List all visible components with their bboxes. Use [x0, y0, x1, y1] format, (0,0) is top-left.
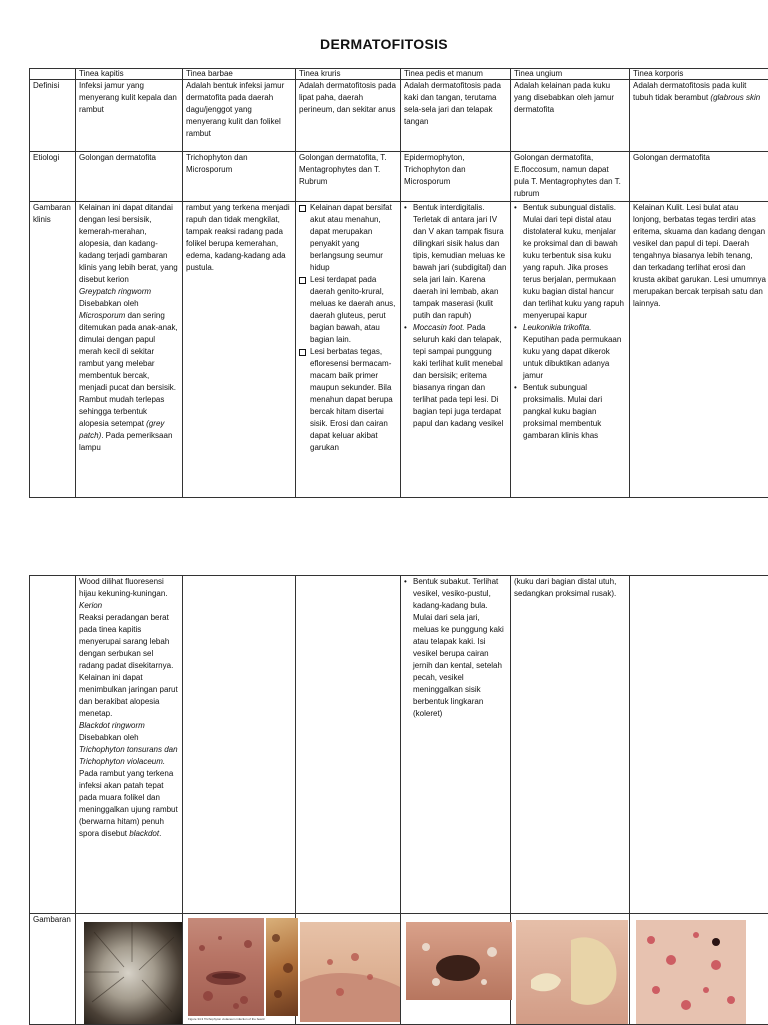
lanjutan-kapitis: Wood dilihat fluoresensi hijau kekuning-kuningan. Kerion Reaksi peradangan berat pada tinea kapitis menyerupai sarang lebah dengan serbukan sel radang padat disekitarnya. Kelainan ini dapat menimbulkan jaringan parut dan berakibat alopesia menetap. Blackdot ringworm Disebabkan oleh Trichophyton tonsurans dan Trichophyton violaceum. Pada rambut yang terkena infeksi akan patah tepat pada muara folikel dan meninggalkan ujung rambut (berwarna hitam) penuh spora disebut blackdot. [76, 576, 183, 914]
header-kruris: Tinea kruris [296, 69, 401, 80]
definisi-kapitis: Infeksi jamur yang menyerang kulit kepala dan rambut [76, 80, 183, 152]
klinis-kruris [296, 202, 401, 498]
lanjutan-kruris [296, 576, 401, 914]
definisi-ungium: Adalah kelainan pada kuku yang disebabkan oleh jamur dermatofita [511, 80, 630, 152]
klinis-barbae: rambut yang terkena menjadi rapuh dan tidak mengkilat, tampak reaksi radang pada folikel berupa kemerahan, edema, kadang-kadang ada pustula. [183, 202, 296, 498]
tinea-barbae-figure-caption: Figure 34.3 Trichophyton violaceum infection of the beard [188, 1017, 300, 1024]
row-label-gambaran-klinis: Gambaran klinis [30, 202, 76, 498]
definisi-pedis: Adalah dermatofitosis pada kaki dan tangan, terutama sela-sela jari dan telapak tangan [401, 80, 511, 152]
definisi-korporis: Adalah dermatofitosis pada kulit tubuh tidak berambut (glabrous skin [630, 80, 768, 152]
pedis-point-1: • Bentuk interdigitalis. Terletak di antara jari IV dan V akan tampak fisura dilingkari sisik halus dan tipis, kemudian meluas ke bawah jari (subdigital) dan sela jari lain. Karena daerah ini lembab, akan tampak maserasi (kulit putih dan rapuh) [404, 202, 507, 322]
lanjutan-ungium: (kuku dari bagian distal utuh, sedangkan proksimal rusak). [511, 576, 630, 914]
klinis-korporis: Kelainan Kulit. Lesi bulat atau lonjong, berbatas tegas terdiri atas eritema, skuama dan kadang dengan vesikel dan papul di tepi. Daerah tengahnya biasanya lebih tenang, dan terkadang terlihat erosi dan krusta akibat garukan. Lesi umumnya merupakan bercak terpisah satu dan lainnya. [630, 202, 768, 498]
row-label-etiologi: Etiologi [30, 152, 76, 202]
pedis-point-3: • Bentuk subakut. Terlihat vesikel, vesiko-pustul, kadang-kadang bula. Mulai dari sela jari, meluas ke punggung kaki atau telapak kaki. Isi vesikel berupa cairan jernih dan kental, setelah pecah, vesikel meninggalkan sisik berbentuk lingkaran (koleret) [404, 576, 507, 720]
ungium-point-2: • Leukonikia trikofita. Keputihan pada permukaan kuku yang dapat dikerok untuk dibuktikan adanya jamur [514, 322, 626, 382]
kruris-point-1: Kelainan dapat bersifat akut atau menahun, dapat merupakan penyakit yang berlangsung seumur hidup [299, 202, 397, 274]
lanjutan-label [30, 576, 76, 914]
tinea-ungium-photo [516, 920, 628, 1024]
definisi-barbae: Adalah bentuk infeksi jamur dermatofita pada daerah dagu/jenggot yang menyerang kulit dan folikel rambut [183, 80, 296, 152]
tinea-kapitis-photo [84, 922, 182, 1024]
page-title: DERMATOFITOSIS [0, 36, 768, 52]
header-korporis: Tinea korporis [630, 69, 768, 80]
header-pedis: Tinea pedis et manum [401, 69, 511, 80]
tinea-barbae-photo [188, 918, 264, 1016]
lanjutan-korporis [630, 576, 768, 914]
ungium-point-3: • Bentuk subungual proksimalis. Mulai dari pangkal kuku bagian proksimal membentuk gambaran klinis khas [514, 382, 626, 442]
lanjutan-pedis [401, 576, 511, 914]
glabrous-skin-text: (glabrous skin [710, 93, 760, 102]
row-label-definisi: Definisi [30, 80, 76, 152]
etiologi-korporis: Golongan dermatofita [630, 152, 768, 202]
klinis-pedis [401, 202, 511, 498]
etiologi-barbae: Trichophyton dan Microsporum [183, 152, 296, 202]
definisi-kruris: Adalah dermatofitosis pada lipat paha, daerah perineum, dan sekitar anus [296, 80, 401, 152]
header-empty [30, 69, 76, 80]
tinea-pedis-photo [406, 922, 512, 1000]
header-kapitis: Tinea kapitis [76, 69, 183, 80]
row-label-gambaran: Gambaran [30, 914, 76, 1025]
ungium-point-1: • Bentuk subungual distalis. Mulai dari tepi distal atau distolateral kuku, menjalar ke proksimal dan di bawah kuku terbentuk sisa kuku yang rapuh. Jika proses terus berjalan, permukaan kuku bagian distal hancur dan terlihat kuku yang rapuh menyerupai kapur [514, 202, 626, 322]
tinea-korporis-photo [636, 920, 746, 1024]
kruris-point-2: Lesi terdapat pada daerah genito-krural, meluas ke daerah anus, daerah gluteus, perut bagian bawah, atau bagian lain. [299, 274, 397, 346]
tinea-kruris-photo [300, 922, 400, 1022]
etiologi-pedis: Epidermophyton, Trichophyton dan Microsporum [401, 152, 511, 202]
etiologi-ungium: Golongan dermatofita, E.floccosum, namun dapat pula T. Mentagrophytes dan T. rubrum [511, 152, 630, 202]
etiologi-kruris: Golongan dermatofita, T. Mentagrophytes dan T. Rubrum [296, 152, 401, 202]
kruris-point-3: Lesi berbatas tegas, efloresensi bermacam-macam baik primer maupun sekunder. Bila menahun dapat berupa bercak hitam disertai sisik. Erosi dan cairan dapat keluar akibat garukan [299, 346, 397, 454]
etiologi-kapitis: Golongan dermatofita [76, 152, 183, 202]
klinis-kapitis: Kelainan ini dapat ditandai dengan lesi bersisik, kemerah-merahan, alopesia, dan kadang-kadang terjadi gambaran klinis yang lebih berat, yang disebut kerion Greypatch ringworm Disebabkan oleh Microsporum dan sering ditemukan pada anak-anak, dimulai dengan papul merah kecil di sekitar rambut yang melebar membentuk bercak, menjadi pucat dan bersisik. Rambut mudah terlepas sehingga terbentuk alopesia setempat (grey patch). Pada pemeriksaan lampu [76, 202, 183, 498]
header-barbae: Tinea barbae [183, 69, 296, 80]
klinis-ungium [511, 202, 630, 498]
pedis-point-2: • Moccasin foot. Pada seluruh kaki dan telapak, tepi sampai punggung kaki terlihat kulit menebal dan bersisik; eritema biasanya ringan dan terlihat pada tepi lesi. Di bagian tepi juga terdapat papul dan kadang vesikel [404, 322, 507, 430]
dermatofitosis-table-top [29, 68, 768, 498]
lanjutan-barbae [183, 576, 296, 914]
tinea-barbae-photo-2 [266, 918, 298, 1016]
header-ungium: Tinea ungium [511, 69, 630, 80]
